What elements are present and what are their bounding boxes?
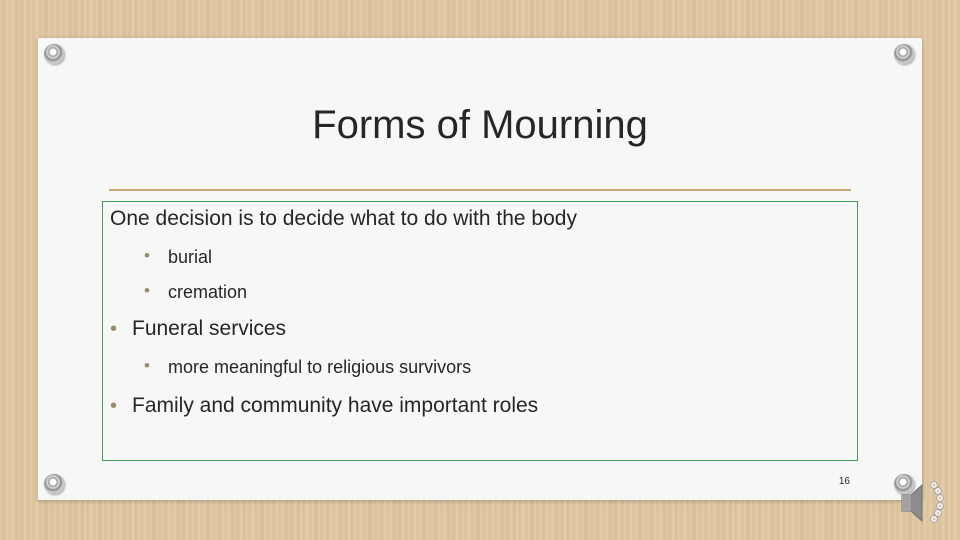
list-item-religious-survivors: more meaningful to religious survivors	[168, 357, 472, 377]
bullet-marker: •	[144, 281, 150, 300]
bullet-marker: •	[144, 356, 150, 375]
slide-number: 16	[838, 476, 850, 487]
list-item-funeral-services: Funeral services	[132, 317, 287, 340]
bullet-marker: •	[110, 318, 118, 340]
list-item-family-community: Family and community have important roles	[132, 394, 539, 417]
list-item-burial: burial	[168, 247, 213, 267]
body-intro-text: One decision is to decide what to do with the body	[110, 207, 577, 230]
list-item-cremation: cremation	[168, 282, 248, 302]
pushpin-icon	[44, 474, 64, 494]
bullet-marker: •	[144, 246, 150, 265]
title-divider	[109, 189, 851, 191]
speaker-icon[interactable]	[898, 478, 950, 528]
slide-title[interactable]: Forms of Mourning	[312, 103, 648, 147]
pushpin-icon	[44, 44, 64, 64]
pushpin-icon	[894, 44, 914, 64]
bullet-marker: •	[110, 395, 118, 417]
